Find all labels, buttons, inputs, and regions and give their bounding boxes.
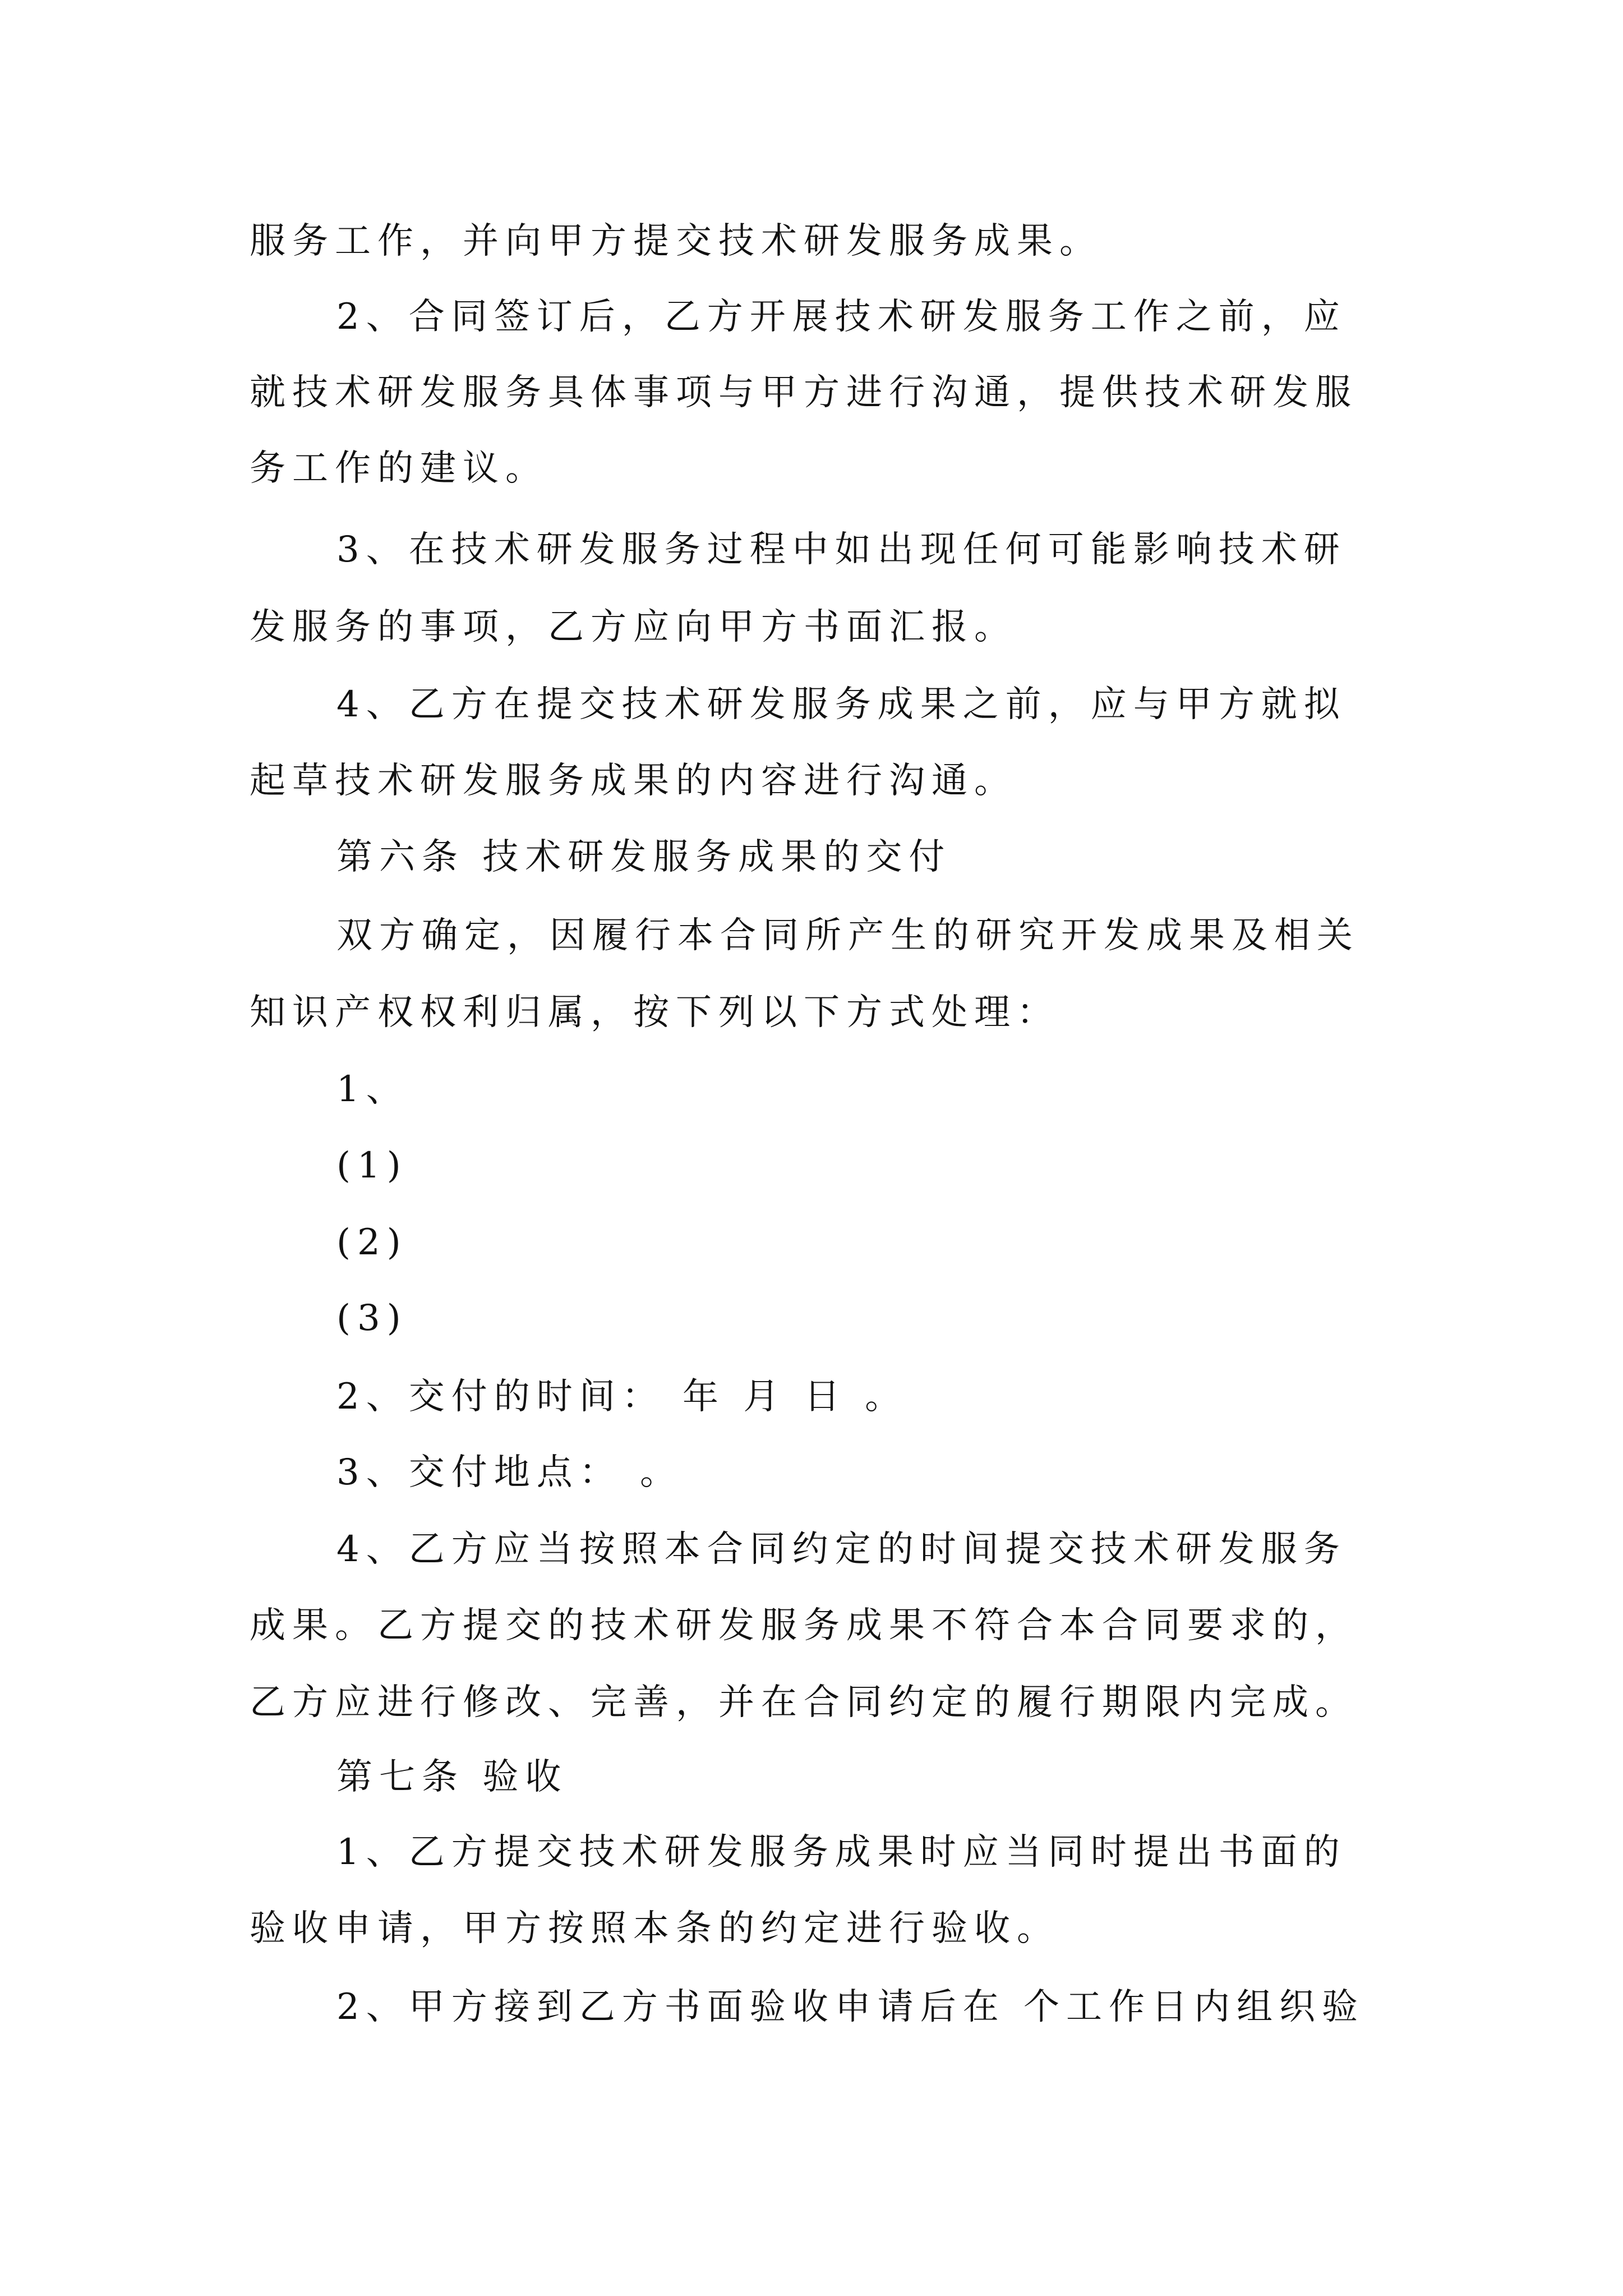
list-item: (2)	[336, 1222, 408, 1263]
paragraph-line: 就技术研发服务具体事项与甲方进行沟通，提供技术研发服	[250, 372, 1358, 413]
paragraph-line: 4、乙方应当按照本合同约定的时间提交技术研发服务	[336, 1529, 1347, 1570]
paragraph-line: 2、合同签订后，乙方开展技术研发服务工作之前，应	[336, 296, 1347, 338]
paragraph-line: 4、乙方在提交技术研发服务成果之前，应与甲方就拟	[336, 684, 1347, 725]
list-item: (3)	[336, 1297, 408, 1339]
paragraph-line: 验收申请，甲方按照本条的约定进行验收。	[250, 1908, 1059, 1949]
paragraph-line: 起草技术研发服务成果的内容进行沟通。	[250, 760, 1017, 802]
paragraph-line: 3、在技术研发服务过程中如出现任何可能影响技术研	[336, 529, 1347, 570]
section-heading: 第七条 验收	[336, 1756, 568, 1798]
paragraph-line: 2、交付的时间： 年 月 日 。	[336, 1376, 908, 1418]
list-item: (1)	[336, 1145, 408, 1186]
paragraph-line: 2、甲方接到乙方书面验收申请后在 个工作日内组织验	[336, 1986, 1365, 2028]
paragraph-line: 1、乙方提交技术研发服务成果时应当同时提出书面的	[336, 1832, 1347, 1873]
section-heading: 第六条 技术研发服务成果的交付	[336, 836, 952, 878]
paragraph-line: 成果。乙方提交的技术研发服务成果不符合本合同要求的，	[250, 1605, 1358, 1646]
paragraph-line: 3、交付地点： 。	[336, 1452, 683, 1493]
paragraph-line: 双方确定，因履行本合同所产生的研究开发成果及相关	[336, 915, 1359, 956]
list-item: 1、	[336, 1069, 409, 1110]
paragraph-line: 务工作的建议。	[250, 448, 548, 489]
paragraph-line: 服务工作，并向甲方提交技术研发服务成果。	[250, 220, 1102, 262]
paragraph-line: 乙方应进行修改、完善，并在合同约定的履行期限内完成。	[250, 1682, 1358, 1723]
paragraph-line: 知识产权权利归属，按下列以下方式处理：	[250, 992, 1059, 1033]
paragraph-line: 发服务的事项，乙方应向甲方书面汇报。	[250, 606, 1017, 648]
